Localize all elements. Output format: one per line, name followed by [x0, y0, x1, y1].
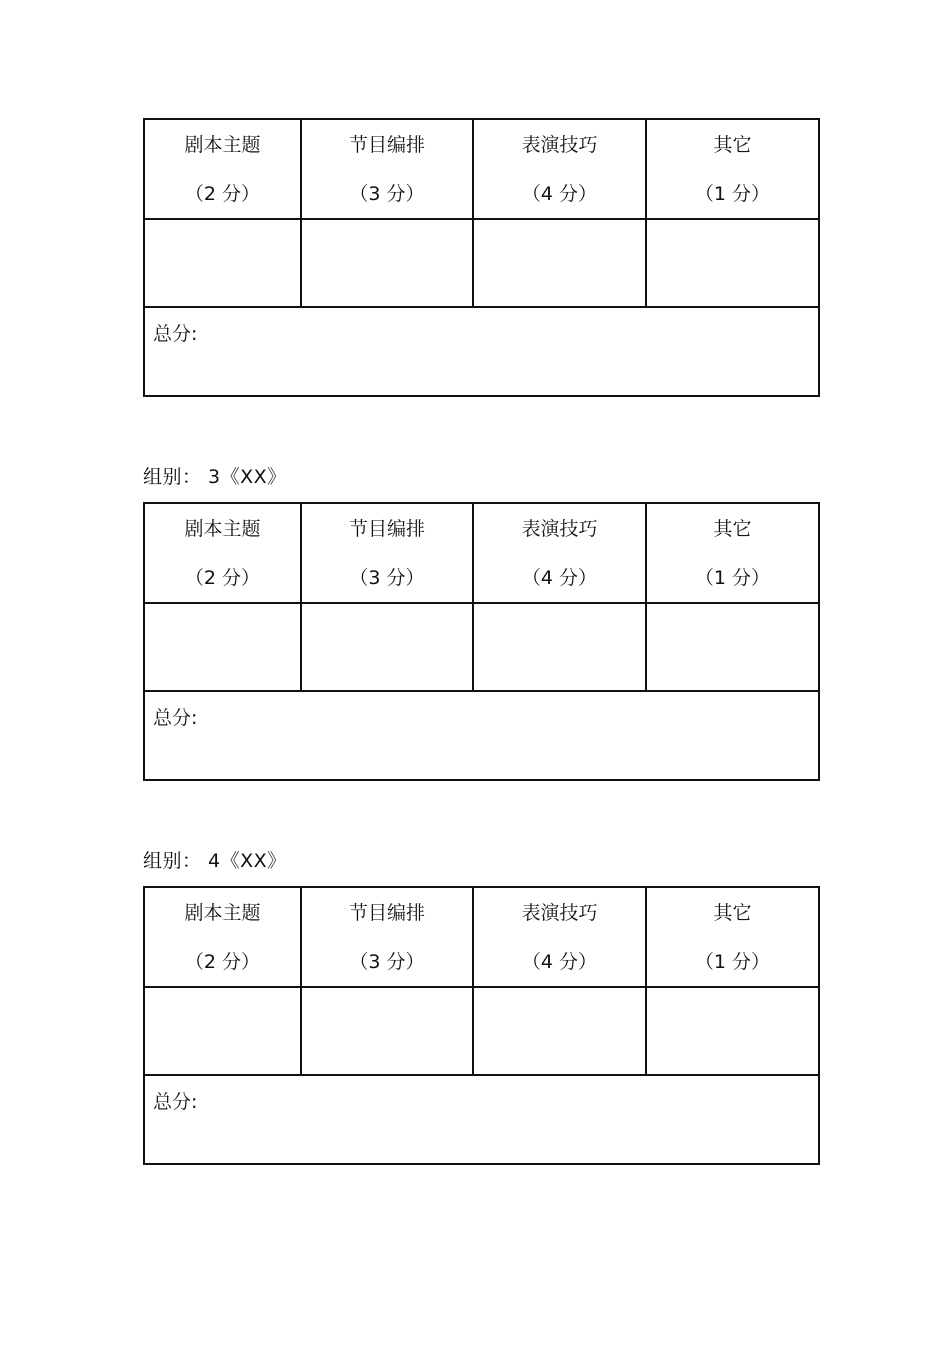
criterion-points: （2 分） — [184, 183, 261, 205]
header-cell-script-theme — [144, 503, 301, 603]
criterion-points: （2 分） — [184, 951, 261, 973]
criterion-points: （1 分） — [694, 183, 771, 205]
score-cell[interactable] — [646, 603, 819, 691]
score-cell[interactable] — [144, 987, 301, 1075]
table-header-row — [144, 887, 819, 987]
total-cell[interactable] — [144, 691, 819, 780]
header-cell-arrangement — [301, 887, 473, 987]
header-cell-other — [646, 503, 819, 603]
criterion-name: 表演技巧 — [521, 134, 598, 156]
header-cell-performance — [473, 119, 646, 219]
header-cell-performance — [473, 503, 646, 603]
header-cell-performance — [473, 887, 646, 987]
criterion-name: 节目编排 — [348, 902, 425, 924]
header-cell-other — [646, 119, 819, 219]
criterion-points: （2 分） — [184, 567, 261, 589]
total-cell[interactable] — [144, 307, 819, 396]
criterion-points: （3 分） — [349, 951, 425, 973]
total-label: 总分: — [153, 323, 198, 345]
criterion-name: 表演技巧 — [521, 902, 598, 924]
criterion-name: 剧本主题 — [184, 134, 261, 156]
criterion-points: （4 分） — [521, 951, 598, 973]
criterion-name: 节目编排 — [348, 518, 425, 540]
score-table-2 — [143, 502, 820, 781]
criterion-name: 剧本主题 — [184, 518, 261, 540]
criterion-name: 剧本主题 — [184, 902, 261, 924]
total-row — [144, 1075, 819, 1164]
header-cell-script-theme — [144, 887, 301, 987]
criterion-name: 其它 — [713, 134, 752, 156]
score-table-1 — [143, 118, 820, 397]
total-row — [144, 307, 819, 396]
criterion-name: 表演技巧 — [521, 518, 598, 540]
criterion-points: （4 分） — [521, 183, 598, 205]
group-label: 组别： 4《XX》 — [143, 850, 287, 872]
header-cell-arrangement — [301, 119, 473, 219]
criterion-name: 节目编排 — [348, 134, 425, 156]
score-cell[interactable] — [646, 219, 819, 307]
table-header-row — [144, 119, 819, 219]
score-cell[interactable] — [473, 603, 646, 691]
score-cell[interactable] — [301, 603, 473, 691]
criterion-name: 其它 — [713, 902, 752, 924]
score-entry-row — [144, 987, 819, 1075]
score-cell[interactable] — [301, 219, 473, 307]
score-cell[interactable] — [473, 987, 646, 1075]
score-cell[interactable] — [473, 219, 646, 307]
group-label: 组别： 3《XX》 — [143, 466, 287, 488]
table-header-row — [144, 503, 819, 603]
score-entry-row — [144, 603, 819, 691]
criterion-points: （4 分） — [521, 567, 598, 589]
score-table-3 — [143, 886, 820, 1165]
score-entry-row — [144, 219, 819, 307]
score-cell[interactable] — [144, 219, 301, 307]
score-cell[interactable] — [646, 987, 819, 1075]
total-label: 总分: — [153, 1091, 198, 1113]
total-cell[interactable] — [144, 1075, 819, 1164]
total-row — [144, 691, 819, 780]
total-label: 总分: — [153, 707, 198, 729]
header-cell-arrangement — [301, 503, 473, 603]
criterion-points: （1 分） — [694, 567, 771, 589]
score-cell[interactable] — [144, 603, 301, 691]
criterion-points: （3 分） — [349, 567, 425, 589]
header-cell-other — [646, 887, 819, 987]
criterion-points: （1 分） — [694, 951, 771, 973]
criterion-name: 其它 — [713, 518, 752, 540]
header-cell-script-theme — [144, 119, 301, 219]
score-cell[interactable] — [301, 987, 473, 1075]
criterion-points: （3 分） — [349, 183, 425, 205]
